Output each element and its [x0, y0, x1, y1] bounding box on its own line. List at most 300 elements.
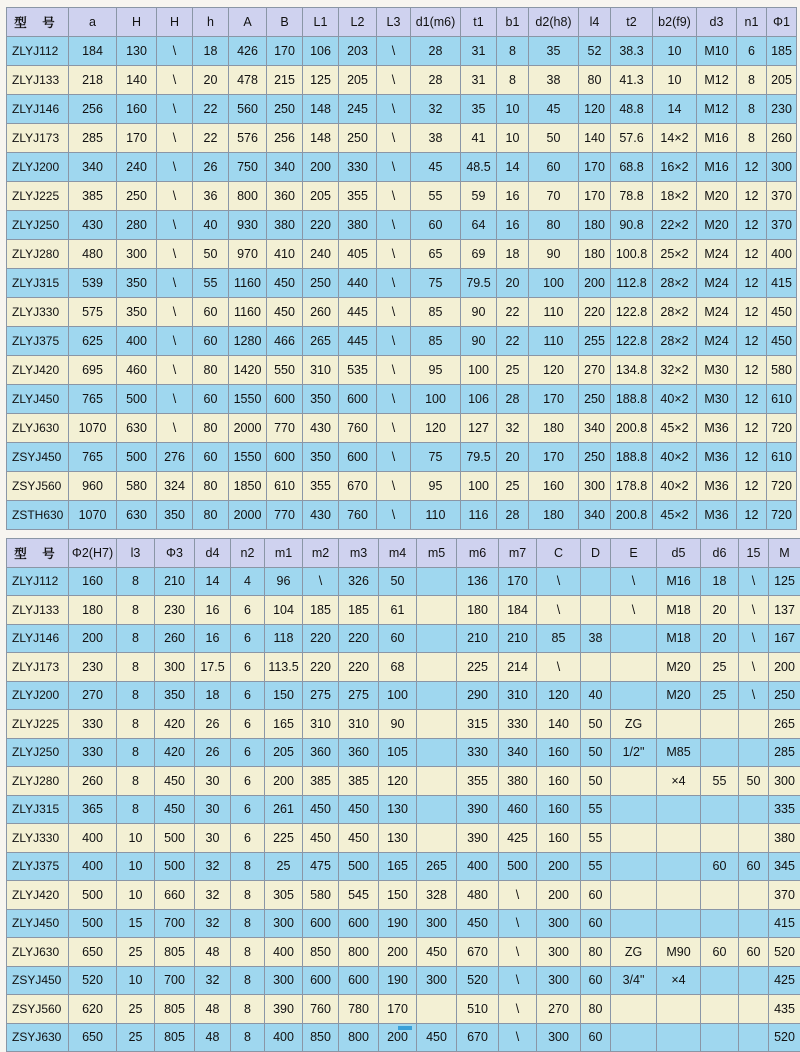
value-cell	[739, 795, 769, 824]
value-cell: 8	[231, 995, 265, 1024]
value-cell: M36	[697, 501, 737, 530]
value-cell	[657, 795, 701, 824]
value-cell: 60	[581, 881, 611, 910]
model-cell: ZLYJ315	[7, 269, 69, 298]
value-cell: M16	[697, 124, 737, 153]
value-cell: \	[739, 681, 769, 710]
column-header: H	[117, 8, 157, 37]
value-cell: 38	[411, 124, 461, 153]
value-cell: 960	[69, 472, 117, 501]
value-cell: \	[377, 37, 411, 66]
column-header: 15	[739, 539, 769, 568]
value-cell: 160	[117, 95, 157, 124]
column-header: D	[581, 539, 611, 568]
value-cell	[417, 624, 457, 653]
value-cell: 450	[457, 909, 499, 938]
value-cell: 60	[581, 909, 611, 938]
value-cell: 440	[339, 269, 377, 298]
value-cell: 1160	[229, 269, 267, 298]
value-cell: 340	[499, 738, 537, 767]
value-cell: 230	[155, 596, 195, 625]
value-cell: 41	[461, 124, 497, 153]
value-cell: 260	[69, 767, 117, 796]
column-header: n1	[737, 8, 767, 37]
value-cell: 256	[69, 95, 117, 124]
value-cell: 200	[537, 881, 581, 910]
value-cell: 8	[117, 653, 155, 682]
value-cell: \	[499, 966, 537, 995]
column-header: m1	[265, 539, 303, 568]
value-cell: 275	[303, 681, 339, 710]
column-header: t2	[611, 8, 653, 37]
value-cell: 150	[265, 681, 303, 710]
model-cell: ZLYJ420	[7, 356, 69, 385]
value-cell: 230	[69, 653, 117, 682]
value-cell: 800	[229, 182, 267, 211]
model-cell: ZSYJ560	[7, 472, 69, 501]
value-cell: 20	[701, 624, 739, 653]
column-header: m6	[457, 539, 499, 568]
value-cell: 445	[339, 327, 377, 356]
value-cell	[611, 653, 657, 682]
value-cell: 80	[581, 995, 611, 1024]
value-cell: 576	[229, 124, 267, 153]
value-cell: 65	[411, 240, 461, 269]
value-cell: 340	[579, 501, 611, 530]
value-cell: 500	[117, 385, 157, 414]
value-cell: 200	[379, 938, 417, 967]
value-cell: 760	[339, 414, 377, 443]
value-cell: 400	[265, 1023, 303, 1052]
value-cell: ZG	[611, 710, 657, 739]
model-cell: ZLYJ280	[7, 240, 69, 269]
value-cell: 38	[581, 624, 611, 653]
value-cell: 113.5	[265, 653, 303, 682]
value-cell: \	[377, 182, 411, 211]
value-cell: \	[377, 298, 411, 327]
value-cell: 460	[499, 795, 537, 824]
value-cell: 26	[195, 710, 231, 739]
value-cell: 8	[231, 909, 265, 938]
value-cell: 6	[231, 653, 265, 682]
value-cell: 620	[69, 995, 117, 1024]
value-cell: \	[611, 596, 657, 625]
value-cell: 120	[529, 356, 579, 385]
value-cell: 210	[457, 624, 499, 653]
value-cell: 120	[411, 414, 461, 443]
value-cell: 22	[497, 298, 529, 327]
value-cell: 160	[537, 767, 581, 796]
value-cell: 40×2	[653, 385, 697, 414]
value-cell: 315	[457, 710, 499, 739]
table-row	[7, 881, 800, 910]
value-cell: 136	[457, 567, 499, 596]
value-cell: 80	[193, 501, 229, 530]
value-cell	[611, 795, 657, 824]
value-cell: 80	[193, 472, 229, 501]
value-cell: 106	[461, 385, 497, 414]
value-cell: \	[377, 95, 411, 124]
value-cell: 205	[339, 66, 377, 95]
value-cell: 250	[267, 95, 303, 124]
value-cell: 60	[379, 624, 417, 653]
value-cell: 670	[339, 472, 377, 501]
value-cell: 64	[461, 211, 497, 240]
value-cell: 290	[457, 681, 499, 710]
value-cell: 300	[117, 240, 157, 269]
table-row	[7, 938, 800, 967]
value-cell: 500	[339, 852, 379, 881]
value-cell: 8	[231, 938, 265, 967]
value-cell: 200	[69, 624, 117, 653]
value-cell: 57.6	[611, 124, 653, 153]
value-cell: 32	[411, 95, 461, 124]
value-cell: \	[537, 653, 581, 682]
value-cell: 50	[581, 710, 611, 739]
model-cell: ZLYJ630	[7, 938, 69, 967]
table1-header-row	[7, 8, 797, 37]
value-cell: 60	[193, 327, 229, 356]
value-cell: 22	[497, 327, 529, 356]
value-cell: \	[377, 472, 411, 501]
value-cell: 200	[769, 653, 800, 682]
value-cell: 300	[537, 1023, 581, 1052]
value-cell: 324	[157, 472, 193, 501]
value-cell: 250	[303, 269, 339, 298]
value-cell: 200	[537, 852, 581, 881]
value-cell: 100	[411, 385, 461, 414]
value-cell: 575	[69, 298, 117, 327]
table-row	[7, 153, 797, 182]
bottom-edge-marker	[398, 1026, 412, 1030]
value-cell	[417, 995, 457, 1024]
value-cell: 400	[69, 852, 117, 881]
table-row	[7, 738, 800, 767]
table-row	[7, 567, 800, 596]
value-cell: 330	[69, 710, 117, 739]
model-cell: ZLYJ225	[7, 182, 69, 211]
value-cell: \	[303, 567, 339, 596]
value-cell: \	[739, 624, 769, 653]
value-cell: 167	[769, 624, 800, 653]
value-cell: 148	[303, 124, 339, 153]
value-cell: 390	[265, 995, 303, 1024]
value-cell: 20	[497, 443, 529, 472]
column-header: H	[157, 8, 193, 37]
table-row	[7, 824, 800, 853]
table-row	[7, 37, 797, 66]
value-cell: 25	[265, 852, 303, 881]
value-cell: 60	[193, 443, 229, 472]
spec-sheet	[6, 7, 796, 1052]
value-cell: 32	[195, 909, 231, 938]
value-cell: 350	[303, 443, 339, 472]
value-cell: 300	[417, 966, 457, 995]
value-cell: 160	[537, 795, 581, 824]
value-cell: 130	[379, 824, 417, 853]
value-cell: 79.5	[461, 443, 497, 472]
dimension-table-2	[6, 538, 800, 1052]
value-cell: 305	[265, 881, 303, 910]
value-cell	[657, 909, 701, 938]
value-cell: 38	[529, 66, 579, 95]
value-cell: M24	[697, 269, 737, 298]
table-row	[7, 66, 797, 95]
value-cell: 520	[769, 1023, 800, 1052]
value-cell: 55	[701, 767, 739, 796]
value-cell: 116	[461, 501, 497, 530]
column-header: t1	[461, 8, 497, 37]
value-cell: 170	[267, 37, 303, 66]
value-cell	[417, 710, 457, 739]
value-cell: 36	[193, 182, 229, 211]
value-cell: 8	[737, 95, 767, 124]
value-cell: 60	[529, 153, 579, 182]
value-cell: 430	[303, 414, 339, 443]
value-cell: 60	[701, 852, 739, 881]
column-header: m7	[499, 539, 537, 568]
value-cell: 466	[267, 327, 303, 356]
value-cell: 95	[411, 356, 461, 385]
value-cell: 770	[267, 501, 303, 530]
value-cell: 265	[417, 852, 457, 881]
value-cell: 220	[339, 624, 379, 653]
value-cell: 600	[339, 443, 377, 472]
value-cell	[739, 881, 769, 910]
value-cell: 760	[303, 995, 339, 1024]
value-cell: 30	[195, 824, 231, 853]
value-cell: 180	[579, 240, 611, 269]
value-cell: 60	[581, 966, 611, 995]
value-cell: 70	[529, 182, 579, 211]
value-cell: 75	[411, 269, 461, 298]
column-header: 型 号	[7, 539, 69, 568]
value-cell: 45	[411, 153, 461, 182]
value-cell: 1/2"	[611, 738, 657, 767]
value-cell	[739, 824, 769, 853]
value-cell: 130	[379, 795, 417, 824]
value-cell: 8	[497, 66, 529, 95]
value-cell: 1550	[229, 385, 267, 414]
value-cell: \	[157, 298, 193, 327]
value-cell: 780	[339, 995, 379, 1024]
value-cell: 134.8	[611, 356, 653, 385]
value-cell: 6	[231, 824, 265, 853]
value-cell	[611, 909, 657, 938]
value-cell: 105	[379, 738, 417, 767]
value-cell: 106	[303, 37, 339, 66]
value-cell	[611, 767, 657, 796]
value-cell	[417, 567, 457, 596]
value-cell: 270	[69, 681, 117, 710]
value-cell: 80	[529, 211, 579, 240]
value-cell: 450	[417, 938, 457, 967]
value-cell: ZG	[611, 938, 657, 967]
value-cell	[701, 795, 739, 824]
value-cell: 6	[231, 767, 265, 796]
value-cell: 12	[737, 501, 767, 530]
value-cell: 580	[303, 881, 339, 910]
value-cell: 10	[117, 881, 155, 910]
value-cell: 55	[581, 852, 611, 881]
table-row	[7, 966, 800, 995]
value-cell: 445	[339, 298, 377, 327]
value-cell: 170	[499, 567, 537, 596]
value-cell: 180	[529, 501, 579, 530]
value-cell: 510	[457, 995, 499, 1024]
value-cell: 25	[701, 681, 739, 710]
value-cell: 610	[267, 472, 303, 501]
value-cell: 80	[581, 938, 611, 967]
value-cell: 90	[461, 327, 497, 356]
model-cell: ZLYJ200	[7, 153, 69, 182]
value-cell	[739, 1023, 769, 1052]
value-cell: 8	[117, 596, 155, 625]
value-cell: 805	[155, 1023, 195, 1052]
value-cell: 350	[117, 298, 157, 327]
model-cell: ZLYJ146	[7, 624, 69, 653]
value-cell: \	[157, 327, 193, 356]
value-cell: 450	[267, 269, 303, 298]
value-cell: 450	[417, 1023, 457, 1052]
value-cell: M24	[697, 298, 737, 327]
value-cell: 31	[461, 66, 497, 95]
table-row	[7, 124, 797, 153]
value-cell: \	[157, 124, 193, 153]
value-cell: 200	[379, 1023, 417, 1052]
value-cell: 45×2	[653, 414, 697, 443]
value-cell: 100	[529, 269, 579, 298]
value-cell: 700	[155, 966, 195, 995]
model-cell: ZLYJ173	[7, 124, 69, 153]
value-cell: 40×2	[653, 472, 697, 501]
value-cell: \	[499, 938, 537, 967]
value-cell: 8	[231, 1023, 265, 1052]
value-cell: 12	[737, 385, 767, 414]
column-header: Φ3	[155, 539, 195, 568]
value-cell: 60	[193, 385, 229, 414]
value-cell: 285	[769, 738, 800, 767]
column-header: l4	[579, 8, 611, 37]
value-cell: 184	[499, 596, 537, 625]
column-header: d1(m6)	[411, 8, 461, 37]
value-cell: 120	[579, 95, 611, 124]
dimension-table-1	[6, 7, 797, 530]
value-cell: 48.8	[611, 95, 653, 124]
column-header: M	[769, 539, 800, 568]
value-cell: 188.8	[611, 443, 653, 472]
value-cell: 370	[767, 182, 797, 211]
value-cell: 220	[579, 298, 611, 327]
value-cell: 200.8	[611, 414, 653, 443]
value-cell: 127	[461, 414, 497, 443]
value-cell: 160	[537, 824, 581, 853]
value-cell: 12	[737, 269, 767, 298]
value-cell: 160	[529, 472, 579, 501]
value-cell: 10	[653, 66, 697, 95]
value-cell: 48	[195, 1023, 231, 1052]
value-cell: 75	[411, 443, 461, 472]
value-cell: 25×2	[653, 240, 697, 269]
value-cell: M24	[697, 240, 737, 269]
value-cell	[701, 738, 739, 767]
value-cell: 450	[767, 327, 797, 356]
table-row	[7, 385, 797, 414]
value-cell: 800	[339, 938, 379, 967]
value-cell: 600	[267, 443, 303, 472]
value-cell: 340	[579, 414, 611, 443]
value-cell: 95	[411, 472, 461, 501]
value-cell	[417, 681, 457, 710]
value-cell: 12	[737, 414, 767, 443]
value-cell: 330	[457, 738, 499, 767]
value-cell: 6	[231, 681, 265, 710]
value-cell: \	[377, 414, 411, 443]
column-header: L2	[339, 8, 377, 37]
value-cell: 22×2	[653, 211, 697, 240]
value-cell: 250	[769, 681, 800, 710]
value-cell: 2000	[229, 501, 267, 530]
value-cell: 600	[339, 909, 379, 938]
column-header: l3	[117, 539, 155, 568]
value-cell	[701, 881, 739, 910]
value-cell: 450	[303, 824, 339, 853]
value-cell: 500	[69, 909, 117, 938]
value-cell: 610	[767, 385, 797, 414]
column-header: m2	[303, 539, 339, 568]
model-cell: ZLYJ450	[7, 385, 69, 414]
value-cell: \	[499, 1023, 537, 1052]
value-cell: 60	[581, 1023, 611, 1052]
value-cell: 12	[737, 211, 767, 240]
value-cell: 12	[737, 443, 767, 472]
value-cell	[739, 738, 769, 767]
value-cell: 650	[69, 938, 117, 967]
value-cell: 600	[303, 909, 339, 938]
value-cell: 112.8	[611, 269, 653, 298]
value-cell: \	[157, 240, 193, 269]
value-cell: 40×2	[653, 443, 697, 472]
value-cell: 205	[767, 66, 797, 95]
model-cell: ZLYJ173	[7, 653, 69, 682]
value-cell: 450	[339, 824, 379, 853]
table-row	[7, 472, 797, 501]
value-cell: 14×2	[653, 124, 697, 153]
column-header: d2(h8)	[529, 8, 579, 37]
value-cell: 25	[117, 938, 155, 967]
value-cell: 480	[69, 240, 117, 269]
value-cell: 260	[767, 124, 797, 153]
value-cell: 256	[267, 124, 303, 153]
value-cell: 165	[379, 852, 417, 881]
value-cell	[701, 824, 739, 853]
value-cell: 360	[303, 738, 339, 767]
value-cell: 220	[303, 653, 339, 682]
table-row	[7, 443, 797, 472]
value-cell: 610	[767, 443, 797, 472]
value-cell: 90	[379, 710, 417, 739]
column-header: C	[537, 539, 581, 568]
value-cell: 55	[581, 824, 611, 853]
model-cell: ZLYJ250	[7, 211, 69, 240]
model-cell: ZLYJ280	[7, 767, 69, 796]
model-cell: ZLYJ330	[7, 824, 69, 853]
value-cell: 68.8	[611, 153, 653, 182]
value-cell: 380	[267, 211, 303, 240]
value-cell: 405	[339, 240, 377, 269]
value-cell: 100.8	[611, 240, 653, 269]
value-cell: M16	[657, 567, 701, 596]
